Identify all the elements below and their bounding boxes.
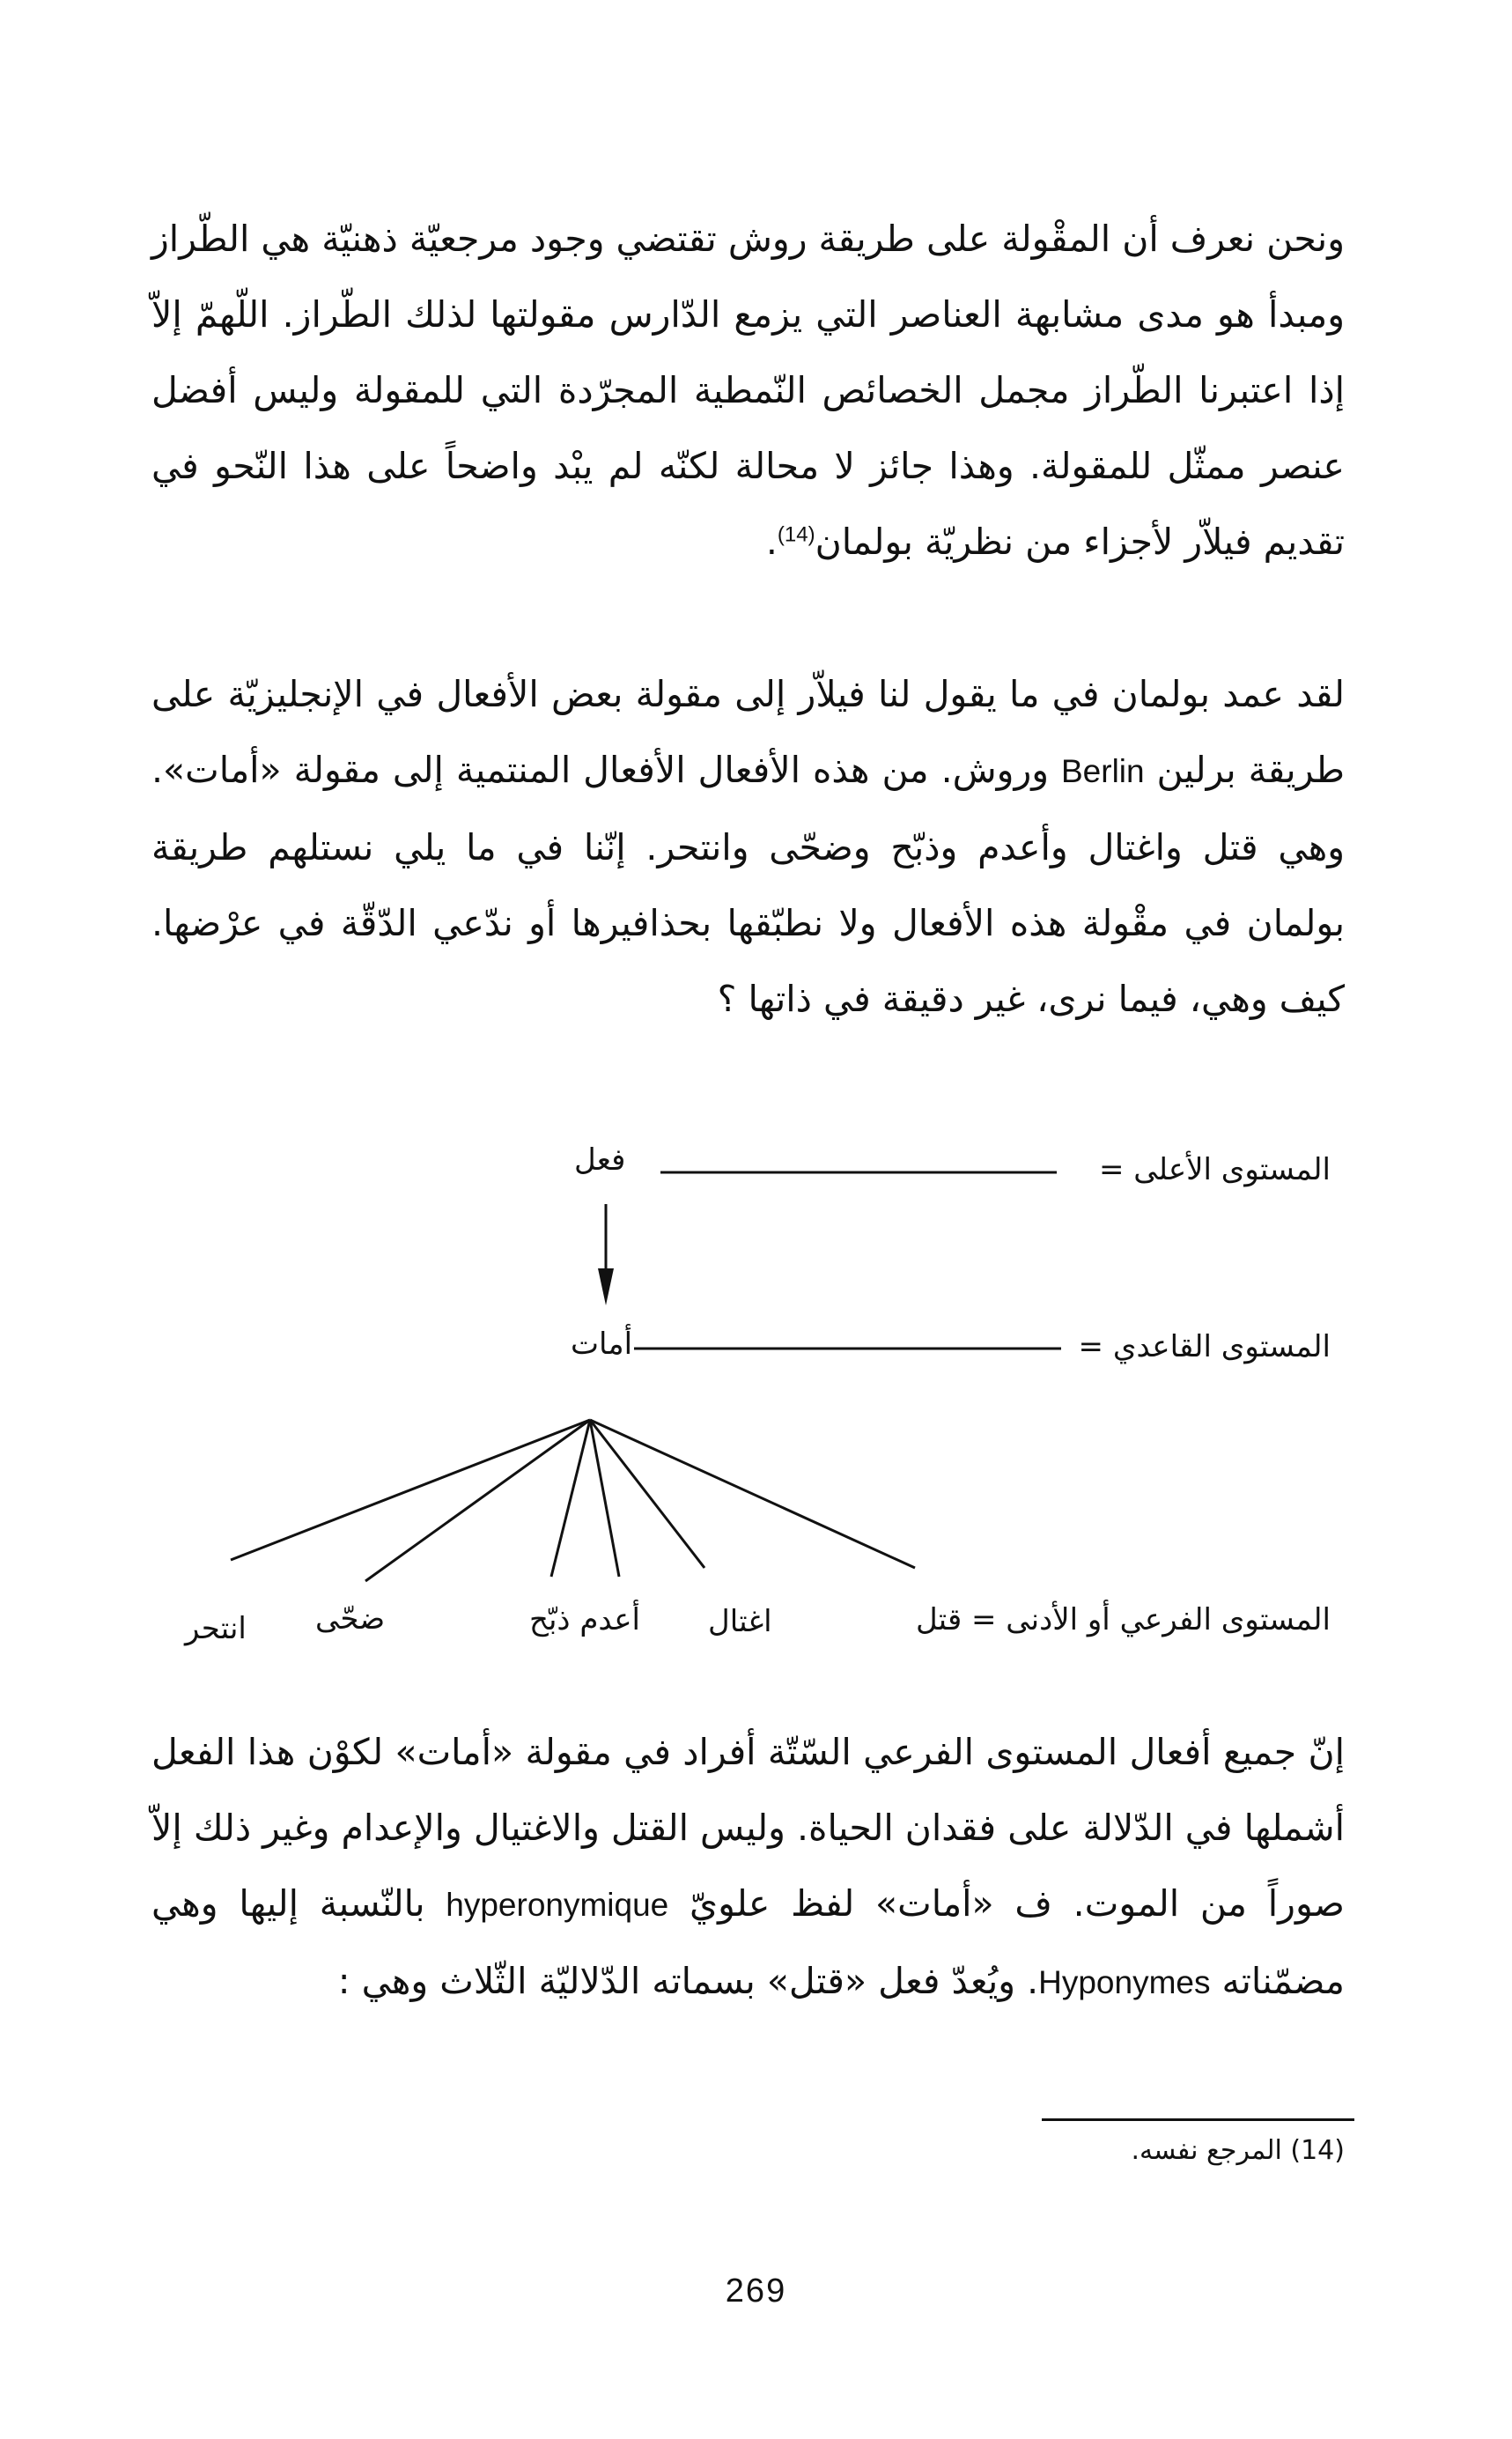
- paragraph-roch-model: [151, 201, 1345, 580]
- arrow-head: [598, 1268, 614, 1305]
- paragraph-text: إنّ جميع أفعال المستوى الفرعي السّتّة أفراد في مقولة «أمات» لكوْن هذا الفعل أشملها في الدّلالة على فقدان الحياة. وليس القتل والاغتيال والإعدام وغير ذلك إلاّ صوراً من الموت. ف «أمات» لفظ علويّ: [151, 1731, 1345, 1925]
- sub-term-aadam-dhabbah: أعدم ذبّح: [529, 1602, 640, 1637]
- sub-term-dahha: ضحّى: [315, 1601, 386, 1637]
- paragraph-text: . ويُعدّ فعل «قتل» بسماته الدّلاليّة الثّلاث وهي :: [337, 1960, 1039, 2002]
- paragraph-text: ونحن نعرف أن المقْولة على طريقة روش تقتضي وجود مرجعيّة ذهنيّة هي الطّراز ومبدأ هو مدى مشابهة العناصر التي يزمع الدّارس مقولتها لذلك الطّراز. اللّهمّ إلاّ إذا اعتبرنا الطّراز مجمل الخصائص النّمطية المجرّدة التي للمقولة وليس أفضل عنصر ممثّل للمقولة. وهذا جائز لا محالة لكنّه لم يبْد واضحاً على هذا النّحو في تقديم فيلاّر لأجزاء من نظريّة بولمان: [151, 218, 1345, 563]
- upper-level-verb: فعل: [574, 1142, 626, 1178]
- latin-term-hyperonymique: hyperonymique: [446, 1887, 669, 1923]
- sub-term-ightal: اغتال: [708, 1604, 772, 1639]
- paragraph-hyponymy: [151, 1714, 1345, 2021]
- paragraph-text: بالنّسبة إليها وهي مضمّناته: [151, 1882, 1345, 2002]
- paragraph-text: لقد عمد بولمان في ما يقول لنا فيلاّر إلى مقولة بعض الأفعال في الإنجليزيّة على طريقة برلين: [151, 673, 1345, 791]
- sub-level-label: المستوى الفرعي أو الأدنى = قتل: [915, 1602, 1331, 1637]
- upper-level-label: المستوى الأعلى =: [1098, 1152, 1331, 1187]
- latin-term-berlin: Berlin: [1061, 753, 1145, 789]
- footnote-divider: [1042, 2118, 1354, 2121]
- footnote-reference[interactable]: (14): [777, 522, 815, 547]
- footnote-14: (14) المرجع نفسه.: [1131, 2135, 1345, 2166]
- latin-term-hyponymes: Hyponymes: [1038, 1964, 1211, 2000]
- basic-level-label: المستوى القاعدي =: [1078, 1329, 1331, 1364]
- sub-term-intahar: انتحر: [185, 1611, 247, 1646]
- paragraph-pulman-verbs: [151, 656, 1345, 1037]
- branch-lines: [231, 1420, 915, 1581]
- paragraph-text: وروش. من هذه الأفعال الأفعال المنتمية إلى مقولة «أمات». وهي قتل واغتال وأعدم وذبّح وضحّى وانتحر. إنّنا في ما يلي نستلهم طريقة بولمان في مقْولة هذه الأفعال ولا نطبّقها بحذافيرها أو ندّعي الدّقّة في عرْضها. كيف وهي، فيما نرى، غير دقيقة في ذاتها ؟: [151, 749, 1345, 1020]
- page-number: 269: [725, 2273, 787, 2310]
- basic-level-verb: أمات: [571, 1327, 633, 1362]
- paragraph-end: .: [765, 521, 778, 563]
